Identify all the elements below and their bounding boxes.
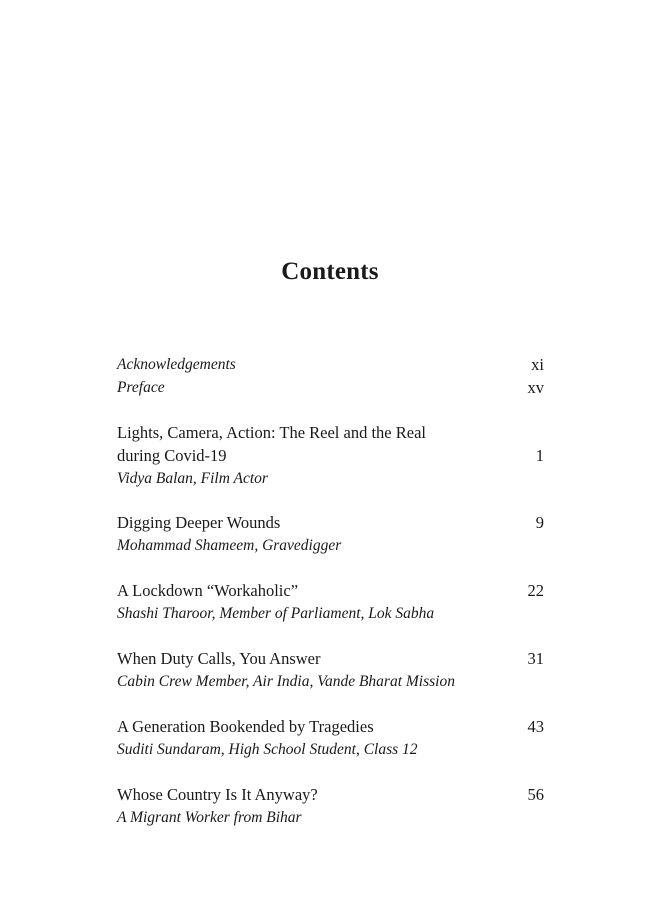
- entry-author: Cabin Crew Member, Air India, Vande Bharat Mission: [117, 673, 455, 690]
- entry-title: Lights, Camera, Action: The Reel and the Real: [117, 423, 426, 442]
- entry-page: 1: [535, 446, 544, 465]
- entry-author: Mohammad Shameem, Gravedigger: [117, 537, 342, 554]
- entry-title: A Generation Bookended by Tragedies: [117, 717, 374, 736]
- entry-title: Whose Country Is It Anyway?: [117, 785, 318, 804]
- entry-page: 9: [535, 513, 544, 532]
- toc-entry[interactable]: [117, 715, 544, 761]
- entry-title: When Duty Calls, You Answer: [117, 649, 321, 668]
- entry-title: Acknowledgements: [117, 356, 236, 373]
- entry-page: 43: [527, 717, 544, 736]
- entry-author: A Migrant Worker from Bihar: [117, 809, 302, 826]
- entry-page: xv: [527, 378, 544, 397]
- toc-entry[interactable]: [117, 647, 544, 693]
- entry-page: 56: [527, 785, 544, 804]
- front-matter: [117, 353, 544, 399]
- toc-entry-acknowledgements[interactable]: [117, 353, 544, 376]
- entry-title: A Lockdown “Workaholic”: [117, 581, 299, 600]
- page-title: Contents: [281, 258, 379, 285]
- entry-page: 22: [527, 581, 544, 600]
- entry-title: Digging Deeper Wounds: [117, 513, 281, 532]
- entry-page: xi: [531, 355, 544, 374]
- entry-title-continued: during Covid-19: [117, 446, 227, 465]
- toc-entry[interactable]: [117, 783, 544, 829]
- entry-title: Preface: [117, 379, 165, 396]
- toc-entry[interactable]: [117, 579, 544, 625]
- entry-author: Shashi Tharoor, Member of Parliament, Lok Sabha: [117, 605, 435, 622]
- toc-entry-preface[interactable]: [117, 376, 544, 399]
- toc-entry[interactable]: [117, 421, 544, 490]
- entry-author: Vidya Balan, Film Actor: [117, 470, 268, 487]
- entry-author: Suditi Sundaram, High School Student, Class 12: [117, 741, 418, 758]
- entry-page: 31: [527, 649, 544, 668]
- toc-entry[interactable]: [117, 511, 544, 557]
